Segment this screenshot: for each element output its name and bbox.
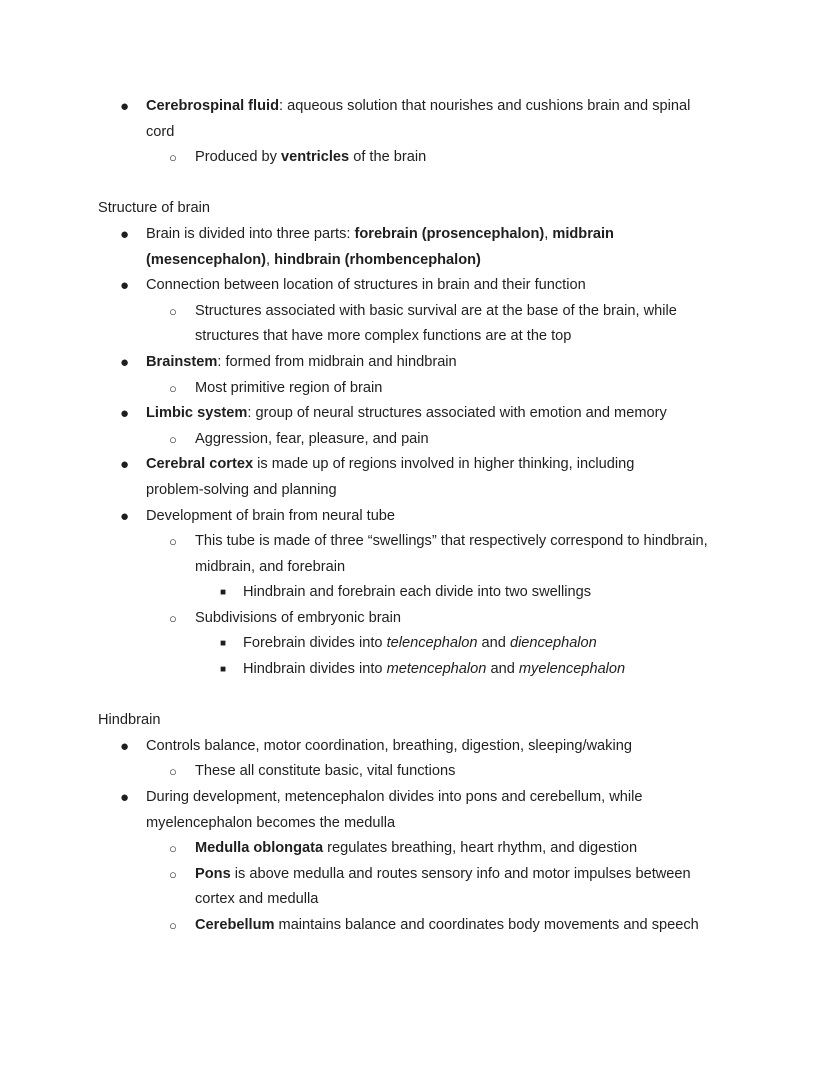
term-telencephalon: telencephalon xyxy=(386,635,478,652)
circle-bullet-icon: ○ xyxy=(169,841,177,857)
list-item-continuation: myelencephalon becomes the medulla xyxy=(146,814,396,831)
sublist-item-continuation: structures that have more complex functions are at the top xyxy=(195,328,572,345)
bullet-icon: ● xyxy=(120,737,130,755)
term-myelencephalon: myelencephalon xyxy=(518,661,626,678)
circle-bullet-icon: ○ xyxy=(169,866,177,882)
bullet-icon: ● xyxy=(120,98,130,115)
subsublist-item-forebrain: ■ Forebrain divides into telencephalon and diencephalon xyxy=(0,631,828,657)
list-item-connection: ● Connection between location of structures in brain and their function xyxy=(0,273,828,299)
circle-bullet-icon: ○ xyxy=(169,610,177,626)
term-medulla-oblongata: Medulla oblongata xyxy=(195,840,324,857)
circle-bullet-icon: ○ xyxy=(169,431,177,447)
section-heading-hindbrain: Hindbrain xyxy=(98,712,161,729)
list-item-brainstem: ● Brainstem: formed from midbrain and hindbrain xyxy=(0,350,828,376)
list-item-continuation: problem-solving and planning xyxy=(146,481,337,498)
term-cerebrospinal-fluid: Cerebrospinal fluid xyxy=(146,98,279,114)
sublist-item-continuation: cortex and medulla xyxy=(195,891,319,908)
list-item-csf xyxy=(0,94,828,120)
square-bullet-icon: ■ xyxy=(220,638,227,650)
circle-bullet-icon: ○ xyxy=(169,534,177,550)
circle-bullet-icon: ○ xyxy=(169,918,177,933)
bullet-icon: ● xyxy=(120,225,130,243)
list-item-limbic: ● Limbic system: group of neural structures associated with emotion and memory xyxy=(0,401,828,427)
bullet-icon: ● xyxy=(120,507,130,525)
circle-bullet-icon: ○ xyxy=(169,303,177,319)
term-mesencephalon: (mesencephalon) xyxy=(146,251,267,268)
subsublist-item-swellings: ■ Hindbrain and forebrain each divide into two swellings xyxy=(0,580,828,606)
list-item-development: ● Development of brain from neural tube xyxy=(0,504,828,530)
sublist-item-vital: ○ These all constitute basic, vital functions xyxy=(0,759,828,785)
document-page xyxy=(0,94,828,939)
sublist-item-primitive: ○ Most primitive region of brain xyxy=(0,376,828,402)
bullet-icon: ● xyxy=(120,405,130,423)
term-ventricles: ventricles xyxy=(281,149,350,166)
sublist-item-structures: ○ Structures associated with basic survival are at the base of the brain, while xyxy=(0,299,828,325)
sublist-item-pons: ○ Pons is above medulla and routes sensory info and motor impulses between xyxy=(0,862,828,888)
sublist-item-continuation: midbrain, and forebrain xyxy=(195,558,346,575)
term-cerebellum: Cerebellum xyxy=(195,917,275,933)
term-metencephalon: metencephalon xyxy=(386,661,487,678)
circle-bullet-icon: ○ xyxy=(169,764,177,780)
definition-text: : aqueous solution that nourishes and cushions brain and spinal xyxy=(278,98,691,114)
bullet-icon: ● xyxy=(120,277,130,295)
square-bullet-icon: ■ xyxy=(220,664,227,676)
section-heading-structure: Structure of brain xyxy=(98,200,210,217)
term-midbrain: midbrain xyxy=(552,225,614,242)
bullet-icon: ● xyxy=(120,353,130,371)
sublist-item-subdivisions: ○ Subdivisions of embryonic brain xyxy=(0,606,828,632)
list-item-cortex: ● Cerebral cortex is made up of regions involved in higher thinking, including xyxy=(0,452,828,478)
list-item-parts: ● Brain is divided into three parts: forebrain (prosencephalon), midbrain xyxy=(0,222,828,248)
sublist-item-medulla: ○ Medulla oblongata regulates breathing, heart rhythm, and digestion xyxy=(0,836,828,862)
subsublist-item-hindbrain: ■ Hindbrain divides into metencephalon and myelencephalon xyxy=(0,657,828,683)
square-bullet-icon: ■ xyxy=(220,587,227,599)
term-cerebral-cortex: Cerebral cortex xyxy=(146,456,254,473)
term-forebrain: forebrain (prosencephalon) xyxy=(354,225,545,242)
list-item-continuation: (mesencephalon), hindbrain (rhombencephalon) xyxy=(146,251,481,268)
term-pons: Pons xyxy=(195,865,231,882)
term-limbic-system: Limbic system xyxy=(146,405,248,422)
circle-bullet-icon: ○ xyxy=(169,150,177,166)
sublist-item-aggression: ○ Aggression, fear, pleasure, and pain xyxy=(0,427,828,453)
term-hindbrain: hindbrain (rhombencephalon) xyxy=(274,251,481,268)
definition-text: cord xyxy=(146,123,175,140)
bullet-icon: ● xyxy=(120,456,130,474)
term-brainstem: Brainstem xyxy=(146,353,218,370)
sublist-item-tube: ○ This tube is made of three “swellings” that respectively correspond to hindbrain, xyxy=(0,529,828,555)
list-item-continuation xyxy=(0,120,828,146)
circle-bullet-icon: ○ xyxy=(169,380,177,396)
sublist-item-cerebellum: ○ Cerebellum maintains balance and coordinates body movements and speech xyxy=(0,913,828,939)
sublist-item-ventricles: ○ Produced by ventricles of the brain xyxy=(0,145,828,171)
list-item-during-development: ● During development, metencephalon divides into pons and cerebellum, while xyxy=(0,785,828,811)
list-item-controls: ● Controls balance, motor coordination, breathing, digestion, sleeping/waking xyxy=(0,734,828,760)
term-diencephalon: diencephalon xyxy=(509,635,597,652)
bullet-icon: ● xyxy=(120,789,130,807)
